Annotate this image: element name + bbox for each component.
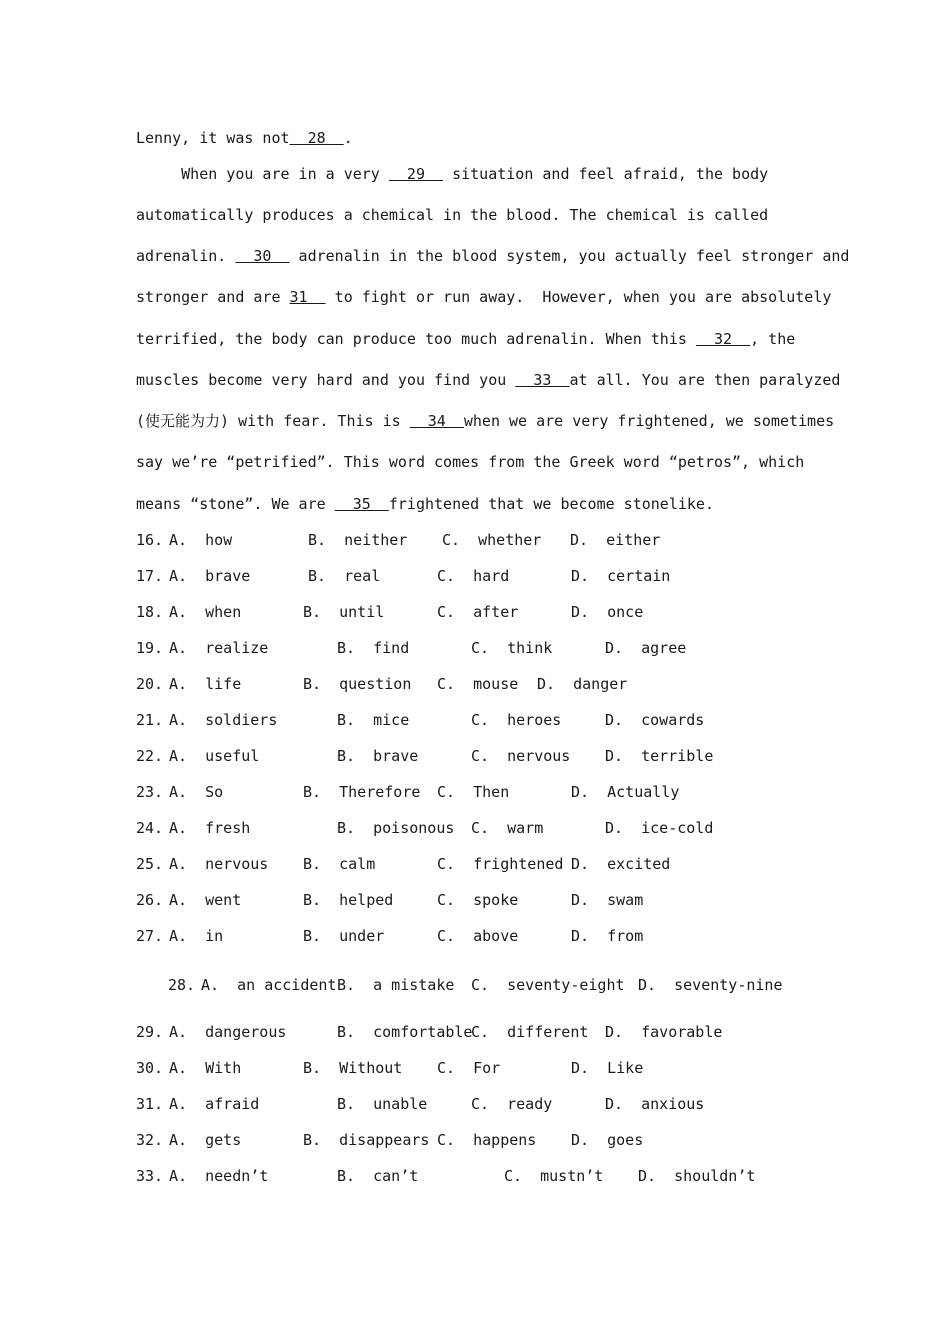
passage-line — [136, 411, 834, 431]
question-number: 24. — [136, 819, 164, 837]
passage-text: situation and feel afraid, the body — [443, 165, 769, 183]
answer-option: D. shouldn’t — [638, 1167, 756, 1185]
answer-option: C. ready — [471, 1095, 553, 1113]
answer-blank: 30 — [235, 247, 290, 265]
answer-option: D. either — [570, 531, 661, 549]
passage-text: automatically produces a chemical in the blood. The chemical is called — [136, 206, 769, 224]
answer-option: A. when — [169, 603, 242, 621]
answer-option: D. excited — [571, 855, 671, 873]
answer-option: A. brave — [169, 567, 251, 585]
passage-text: . — [343, 129, 353, 147]
passage-line — [136, 128, 353, 148]
question-number: 18. — [136, 603, 164, 621]
answer-option: D. once — [571, 603, 644, 621]
answer-option: C. happens — [437, 1131, 537, 1149]
answer-option: A. went — [169, 891, 242, 909]
answer-option: B. calm — [303, 855, 376, 873]
answer-option: D. agree — [605, 639, 687, 657]
answer-option: A. fresh — [169, 819, 251, 837]
question-number: 26. — [136, 891, 164, 909]
question-number: 23. — [136, 783, 164, 801]
answer-option: A. nervous — [169, 855, 269, 873]
passage-text: when we are very frightened, we sometimes — [463, 412, 835, 430]
passage-text: muscles become very hard and you find you — [136, 371, 516, 389]
answer-option: B. brave — [337, 747, 419, 765]
answer-option: B. unable — [337, 1095, 428, 1113]
passage-line — [136, 287, 831, 307]
answer-option: C. after — [437, 603, 519, 621]
answer-option: D. danger — [537, 675, 628, 693]
passage-text: say we’re “petrified”. This word comes from the Greek word “petros”, which — [136, 453, 805, 471]
answer-option: B. mice — [337, 711, 410, 729]
passage-text: means “stone”. We are — [136, 495, 335, 513]
answer-option: A. an accident — [201, 976, 337, 994]
answer-option: D. anxious — [605, 1095, 705, 1113]
answer-option: C. mouse — [437, 675, 519, 693]
answer-blank: 31 — [289, 288, 326, 306]
answer-option: B. helped — [303, 891, 394, 909]
answer-option: A. gets — [169, 1131, 242, 1149]
passage-text: to fight or run away. However, when you are absolutely — [325, 288, 832, 306]
passage-text: Lenny, it was not — [136, 129, 290, 147]
answer-option: C. hard — [437, 567, 510, 585]
answer-option: A. how — [169, 531, 233, 549]
answer-option: A. With — [169, 1059, 242, 1077]
answer-option: D. seventy-nine — [638, 976, 783, 994]
answer-option: D. terrible — [605, 747, 714, 765]
passage-line — [136, 370, 840, 390]
passage-text: stronger and are — [136, 288, 290, 306]
answer-option: B. under — [303, 927, 385, 945]
answer-option: D. from — [571, 927, 644, 945]
answer-blank: 33 — [515, 371, 570, 389]
answer-option: D. Actually — [571, 783, 680, 801]
question-number: 16. — [136, 531, 164, 549]
passage-line — [136, 452, 804, 472]
question-number: 29. — [136, 1023, 164, 1041]
answer-blank: 34 — [409, 412, 464, 430]
answer-option: C. think — [471, 639, 553, 657]
answer-option: C. different — [471, 1023, 589, 1041]
answer-option: D. favorable — [605, 1023, 723, 1041]
answer-blank: 35 — [334, 495, 389, 513]
passage-text: , the — [750, 330, 796, 348]
question-number: 17. — [136, 567, 164, 585]
passage-line — [136, 205, 768, 225]
answer-option: C. Then — [437, 783, 510, 801]
answer-option: D. ice-cold — [605, 819, 714, 837]
answer-option: A. useful — [169, 747, 260, 765]
answer-option: B. until — [303, 603, 385, 621]
answer-option: A. soldiers — [169, 711, 278, 729]
question-number: 27. — [136, 927, 164, 945]
passage-line — [136, 164, 768, 184]
answer-option: B. comfortable — [337, 1023, 473, 1041]
answer-option: D. Like — [571, 1059, 644, 1077]
answer-option: C. spoke — [437, 891, 519, 909]
answer-option: C. frightened — [437, 855, 564, 873]
answer-option: B. neither — [308, 531, 408, 549]
passage-line — [136, 246, 849, 266]
answer-option: C. mustn’t — [504, 1167, 604, 1185]
question-number: 32. — [136, 1131, 164, 1149]
answer-option: C. For — [437, 1059, 501, 1077]
answer-option: B. real — [308, 567, 381, 585]
answer-option: A. realize — [169, 639, 269, 657]
answer-option: B. question — [303, 675, 412, 693]
question-number: 30. — [136, 1059, 164, 1077]
answer-option: C. whether — [442, 531, 542, 549]
answer-option: A. afraid — [169, 1095, 260, 1113]
question-number: 22. — [136, 747, 164, 765]
answer-option: B. Therefore — [303, 783, 421, 801]
answer-option: A. needn’t — [169, 1167, 269, 1185]
passage-text: (使无能为力) with fear. This is — [136, 412, 410, 430]
answer-option: D. certain — [571, 567, 671, 585]
answer-option: D. goes — [571, 1131, 644, 1149]
answer-option: C. above — [437, 927, 519, 945]
answer-blank: 29 — [388, 165, 444, 183]
answer-option: D. swam — [571, 891, 644, 909]
answer-option: D. cowards — [605, 711, 705, 729]
question-number: 33. — [136, 1167, 164, 1185]
answer-option: C. warm — [471, 819, 544, 837]
answer-option: B. can’t — [337, 1167, 419, 1185]
passage-text: When you are in a very — [136, 165, 389, 183]
question-number: 19. — [136, 639, 164, 657]
answer-blank: 32 — [695, 330, 751, 348]
question-number: 20. — [136, 675, 164, 693]
question-number: 31. — [136, 1095, 164, 1113]
answer-option: C. nervous — [471, 747, 571, 765]
passage-line — [136, 494, 714, 514]
passage-text: terrified, the body can produce too much adrenalin. When this — [136, 330, 696, 348]
answer-option: C. heroes — [471, 711, 562, 729]
question-number: 25. — [136, 855, 164, 873]
passage-text: adrenalin. — [136, 247, 236, 265]
question-number: 21. — [136, 711, 164, 729]
answer-blank: 28 — [289, 129, 344, 147]
answer-option: B. disappears — [303, 1131, 430, 1149]
answer-option: B. find — [337, 639, 410, 657]
passage-line — [136, 329, 795, 349]
answer-option: B. Without — [303, 1059, 403, 1077]
answer-option: A. dangerous — [169, 1023, 287, 1041]
question-number: 28. — [168, 976, 196, 994]
answer-option: A. in — [169, 927, 224, 945]
passage-text: at all. You are then paralyzed — [569, 371, 841, 389]
answer-option: A. life — [169, 675, 242, 693]
answer-option: B. poisonous — [337, 819, 455, 837]
answer-option: A. So — [169, 783, 224, 801]
passage-text: frightened that we become stonelike. — [388, 495, 714, 513]
answer-option: C. seventy-eight — [471, 976, 625, 994]
passage-text: adrenalin in the blood system, you actually feel stronger and — [289, 247, 850, 265]
answer-option: B. a mistake — [337, 976, 455, 994]
